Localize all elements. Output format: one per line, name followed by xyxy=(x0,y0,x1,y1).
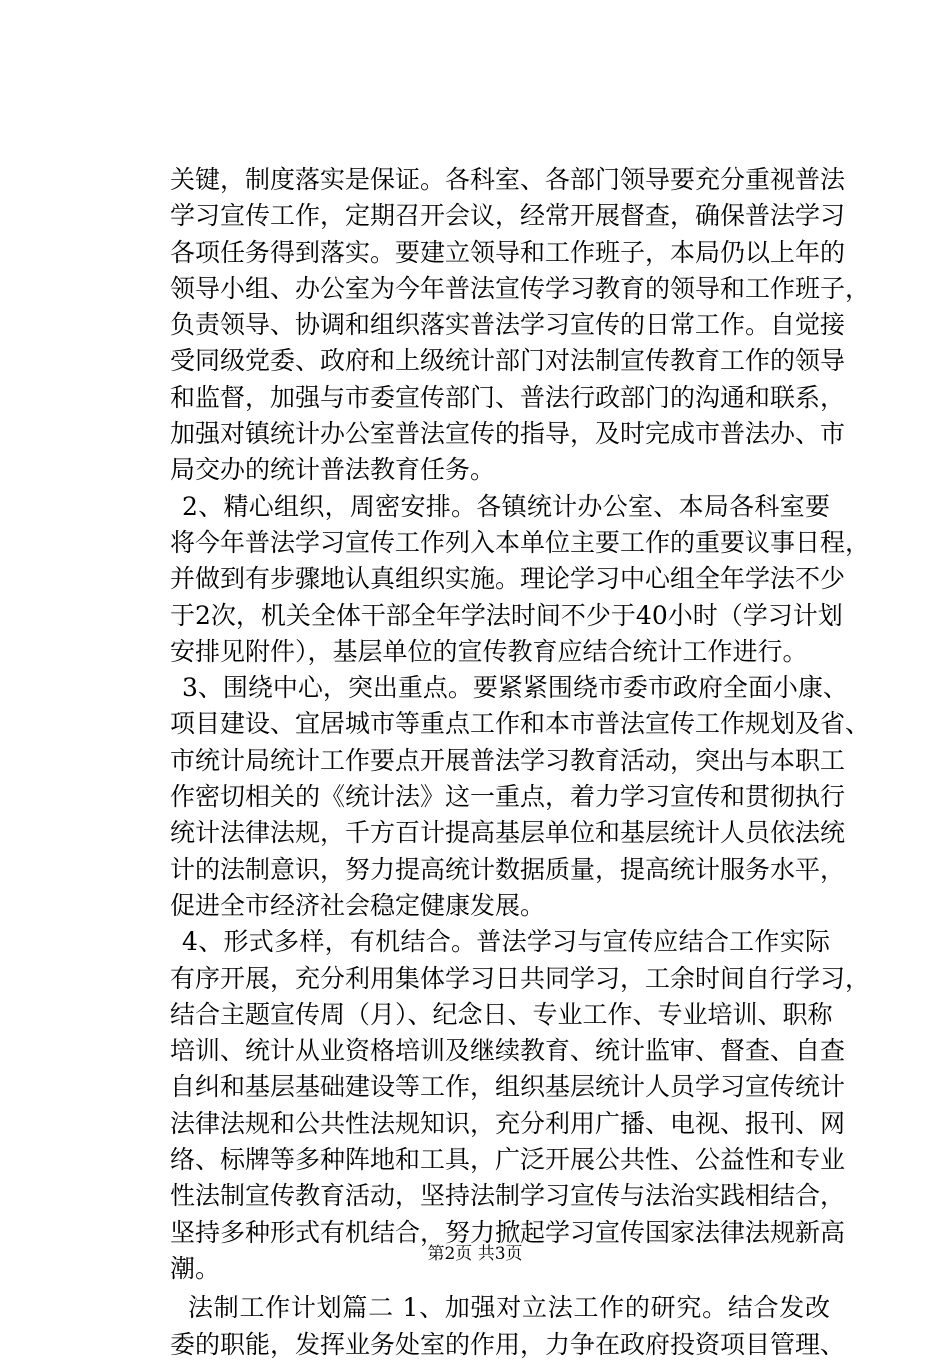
text-line: 关键，制度落实是保证。各科室、各部门领导要充分重视普法 xyxy=(170,165,846,194)
text-line: 领导小组、办公室为今年普法宣传学习教育的领导和工作班子， xyxy=(170,273,871,303)
text-line: 局交办的统计普法教育任务。 xyxy=(170,455,496,485)
text-line: 各项任务得到落实。要建立领导和工作班子，本局仍以上年的 xyxy=(170,237,846,267)
text-line: 法律法规和公共性法规知识，充分利用广播、电视、报刊、网 xyxy=(170,1108,846,1138)
text-line: 结合主题宣传周（月）、纪念日、专业工作、专业培训、职称 xyxy=(170,999,833,1029)
text-line: 坚持多种形式有机结合，努力掀起学习宣传国家法律法规新高 xyxy=(170,1217,846,1247)
text-line: 委的职能，发挥业务处室的作用，力争在政府投资项目管理、 xyxy=(170,1329,846,1359)
text-line: 络、标牌等多种阵地和工具，广泛开展公共性、公益性和专业 xyxy=(170,1145,846,1175)
text-line: 潮。 xyxy=(170,1253,221,1283)
text-line: 负责领导、协调和组织落实普法学习宣传的日常工作。自觉接 xyxy=(170,310,846,340)
text-line: 和监督，加强与市委宣传部门、普法行政部门的沟通和联系， xyxy=(170,382,846,412)
text-line: 将今年普法学习宣传工作列入本单位主要工作的重要议事日程， xyxy=(170,527,871,557)
paragraph-start-line: 3、围绕中心，突出重点。要紧紧围绕市委市政府全面小康、 xyxy=(182,673,848,703)
document-body xyxy=(170,162,871,1363)
text-line: 学习宣传工作，定期召开会议，经常开展督查，确保普法学习 xyxy=(170,201,846,231)
paragraph-start-line: 4、形式多样，有机结合。普法学习与宣传应结合工作实际 xyxy=(182,927,830,957)
text-line: 加强对镇统计办公室普法宣传的指导，及时完成市普法办、市 xyxy=(170,419,846,449)
text-line: 促进全市经济社会稳定健康发展。 xyxy=(170,890,546,920)
text-line: 于2次，机关全体干部全年学法时间不少于40小时（学习计划 xyxy=(170,600,843,630)
text-line: 培训、统计从业资格培训及继续教育、统计监审、督查、自查 xyxy=(170,1036,846,1066)
paragraph-start-line: 2、精心组织，周密安排。各镇统计办公室、本局各科室要 xyxy=(182,491,830,521)
text-line: 市统计局统计工作要点开展普法学习教育活动，突出与本职工 xyxy=(170,745,846,775)
page-number: 第2页 共3页 xyxy=(427,1244,523,1264)
text-line: 受同级党委、政府和上级统计部门对法制宣传教育工作的领导 xyxy=(170,346,846,376)
text-line: 安排见附件），基层单位的宣传教育应结合统计工作进行。 xyxy=(170,636,808,666)
text-line: 自纠和基层基础建设等工作，组织基层统计人员学习宣传统计 xyxy=(170,1072,846,1102)
text-line: 性法制宣传教育活动，坚持法制学习宣传与法治实践相结合， xyxy=(170,1181,846,1211)
text-line: 计的法制意识，努力提高统计数据质量，提高统计服务水平， xyxy=(170,854,846,884)
text-line: 项目建设、宜居城市等重点工作和本市普法宣传工作规划及省、 xyxy=(170,709,871,739)
text-line: 有序开展，充分利用集体学习日共同学习，工余时间自行学习， xyxy=(170,963,871,993)
text-line: 统计法律法规，千方百计提高基层单位和基层统计人员依法统 xyxy=(170,818,846,848)
section-heading-line: 法制工作计划篇二 1、加强对立法工作的研究。结合发改 xyxy=(188,1293,830,1323)
text-line: 作密切相关的《统计法》这一重点，着力学习宣传和贯彻执行 xyxy=(170,782,846,812)
text-line: 并做到有步骤地认真组织实施。理论学习中心组全年学法不少 xyxy=(170,564,846,594)
